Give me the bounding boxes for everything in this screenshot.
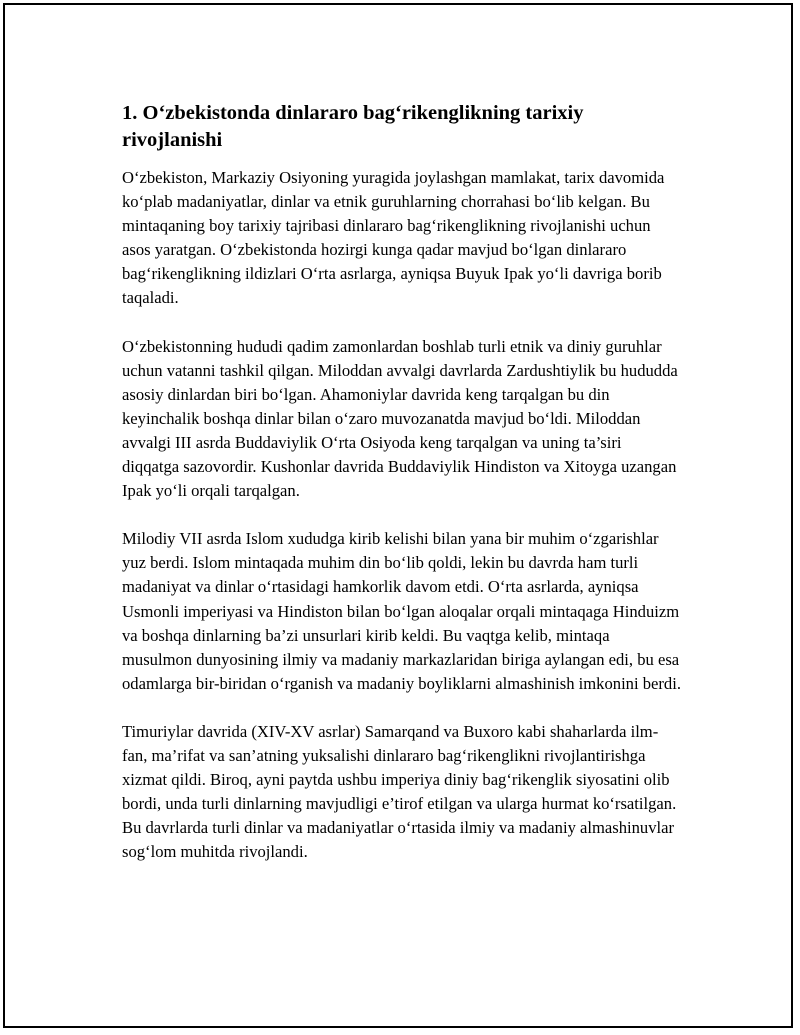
paragraph-2: O‘zbekistonning hududi qadim zamonlardan boshlab turli etnik va diniy guruhlar uchun vatanni tashkil qilgan. Miloddan avvalgi davrlarda Zardushtiylik bu hududda asosiy dinlardan biri bo‘lgan. Ahamoniylar davrida keng tarqalgan bu din keyinchalik boshqa dinlar bilan o‘zaro muvozanatda mavjud bo‘ldi. Miloddan avvalgi III asrda Buddaviylik O‘rta Osiyoda keng tarqalgan va uning ta’siri diqqatga sazovordir. Kushonlar davrida Buddaviylik Hindiston va Xitoyga uzangan Ipak yo‘li orqali tarqalgan.: [122, 336, 678, 501]
paragraph-3: Milodiy VII asrda Islom xududga kirib kelishi bilan yana bir muhim o‘zgarishlar yuz berdi. Islom mintaqada muhim din bo‘lib qoldi, lekin bu davrda ham turli madaniyat va dinlar o‘rtasidagi hamkorlik davom etdi. O‘rta asrlarda, ayniqsa Usmonli imperiyasi va Hindiston bilan bo‘lgan aloqalar orqali mintaqaga Hinduizm va boshqa dinlarning ba’zi unsurlari kirib keldi. Bu vaqtga kelib, mintaqa musulmon dunyosining ilmiy va madaniy markazlaridan biriga aylangan edi, bu esa odamlarga bir-biridan o‘rganish va madaniy boyliklarni almashinish imkonini berdi.: [122, 529, 681, 693]
paragraph-4: Timuriylar davrida (XIV-XV asrlar) Samarqand va Buxoro kabi shaharlarda ilm-fan, ma’rifat va san’atning yuksalishi dinlararo bag‘rikenglikni rivojlantirishga xizmat qildi. Biroq, ayni paytda ushbu imperiya diniy bag‘rikenglik siyosatini olib bordi, unda turli dinlarning mavjudligi e’tirof etilgan va ularga hurmat ko‘rsatilgan. Bu davrlarda turli dinlar va madaniyatlar o‘rtasida ilmiy va madaniy almashinuvlar sog‘lom muhitda rivojlandi.: [122, 721, 677, 862]
document-body: [122, 100, 682, 888]
section-title: 1. O‘zbekistonda dinlararo bag‘rikenglikning tarixiy rivojlanishi: [122, 102, 584, 151]
paragraph-1: O‘zbekiston, Markaziy Osiyoning yuragida joylashgan mamlakat, tarix davomida ko‘plab madaniyatlar, dinlar va etnik guruhlarning chorrahasi bo‘lib kelgan. Bu mintaqaning boy tarixiy tajribasi dinlararo bag‘rikenglikning rivojlanishi uchun asos yaratgan. O‘zbekistonda hozirgi kunga qadar mavjud bo‘lgan dinlararo bag‘rikenglikning ildizlari O‘rta asrlarga, ayniqsa Buyuk Ipak yo‘li davriga borib taqaladi.: [122, 168, 665, 308]
page-frame: [3, 3, 793, 1028]
